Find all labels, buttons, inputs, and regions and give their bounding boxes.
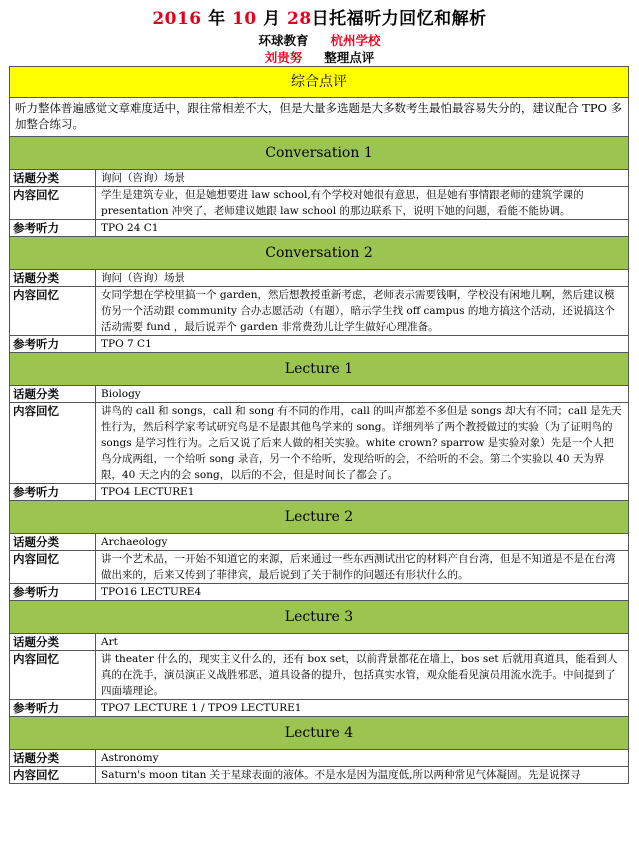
topic-value: Biology (96, 386, 629, 403)
section-title: Lecture 2 (10, 501, 629, 534)
reference-label: 参考听力 (10, 220, 96, 237)
org-name: 环球教育 (258, 33, 309, 48)
reference-value: TPO 24 C1 (96, 220, 629, 237)
topic-label: 话题分类 (10, 386, 96, 403)
content-label: 内容回忆 (10, 187, 96, 220)
author-role: 整理点评 (324, 50, 375, 65)
author-name: 刘贵努 (264, 50, 303, 65)
topic-value: 询问（咨询）场景 (96, 170, 629, 187)
section-title: Conversation 2 (10, 237, 629, 270)
section-title: Lecture 1 (10, 353, 629, 386)
content-label: 内容回忆 (10, 551, 96, 584)
content-value: 讲 theater 什么的，现实主义什么的，还有 box set，以前背景都花在墙上，bos set 后就用真道具，能看到人真的在洗手，演员演正义战胜邪恶，道具设备的提升，包括真实水管，观众能看见演员用流水洗手。中间提到了四面墙理论。 (96, 651, 629, 700)
reference-label: 参考听力 (10, 484, 96, 501)
content-label: 内容回忆 (10, 651, 96, 700)
org-line (0, 31, 639, 49)
topic-label: 话题分类 (10, 270, 96, 287)
content-value: 女同学想在学校里搞一个 garden，然后想教授重新考虑，老师表示需要钱啊，学校没有闲地儿啊，然后建议模仿另一个活动跟 community 合办志愿活动（有题），暗示学生找 off campus 的地方搞这个活动，还说搞这个活动需要 fund ，最后说弄个 garden 非常费劲儿让学生做好心理准备。 (96, 287, 629, 336)
page-title: 2016 年 10 月 28日托福听力回忆和解析 (152, 9, 487, 29)
content-value: 学生是建筑专业，但是她想要进 law school,有个学校对她很有意思，但是她有事情跟老师的建筑学课的 presentation 冲突了，老师建议她跟 law school 的那边联系下，说明下她的问题，看能不能协调。 (96, 187, 629, 220)
reference-label: 参考听力 (10, 336, 96, 353)
topic-value: Astronomy (96, 750, 629, 767)
topic-label: 话题分类 (10, 534, 96, 551)
section-title: Conversation 1 (10, 137, 629, 170)
content-label: 内容回忆 (10, 287, 96, 336)
content-label: 内容回忆 (10, 403, 96, 484)
section-title: Lecture 4 (10, 717, 629, 750)
topic-label: 话题分类 (10, 634, 96, 651)
reference-value: TPO7 LECTURE 1 / TPO9 LECTURE1 (96, 700, 629, 717)
content-value: 讲一个艺术品，一开始不知道它的来源，后来通过一些东西测试出它的材料产自台湾，但是不知道是不是在台湾做出来的，后来又传到了菲律宾，最后说到了关于制作的问题还有形状什么的。 (96, 551, 629, 584)
content-label: 内容回忆 (10, 767, 96, 784)
topic-value: Archaeology (96, 534, 629, 551)
topic-label: 话题分类 (10, 170, 96, 187)
reference-label: 参考听力 (10, 700, 96, 717)
topic-value: Art (96, 634, 629, 651)
content-value: 讲鸟的 call 和 songs，call 和 song 有不同的作用，call 的叫声都差不多但是 songs 却大有不同；call 是先天性行为，然后科学家考试研究鸟是不是跟其他鸟学来的 song。详细列举了两个教授做过的实验（为了证明鸟的 songs 是学习性行为。之后又说了后来人做的相关实验。white crown? sparrow 是实验对象）先是一个人把鸟分成两组，一个给听 song 录音，另一个不给听，发现给听的会，不给听的不会。第二个实验以 40 天为界限，40 天之内的会 song，以后的不会，但是时间长了都会了。 (96, 403, 629, 484)
reference-value: TPO16 LECTURE4 (96, 584, 629, 601)
summary-heading: 综合点评 (10, 67, 629, 98)
school-name: 杭州学校 (330, 33, 381, 48)
topic-label: 话题分类 (10, 750, 96, 767)
topic-value: 询问（咨询）场景 (96, 270, 629, 287)
reference-label: 参考听力 (10, 584, 96, 601)
author-line (0, 48, 639, 66)
content-value: Saturn's moon titan 关于星球表面的液体。不是水是因为温度低,所以两种常见气体凝固。先是说探寻 (96, 767, 629, 784)
reference-value: TPO 7 C1 (96, 336, 629, 353)
reference-value: TPO4 LECTURE1 (96, 484, 629, 501)
summary-text: 听力整体普遍感觉文章难度适中，跟往常相差不大，但是大量多选题是大多数考生最怕最容易失分的，建议配合 TPO 多加整合练习。 (10, 98, 629, 137)
review-table (9, 66, 629, 784)
section-title: Lecture 3 (10, 601, 629, 634)
